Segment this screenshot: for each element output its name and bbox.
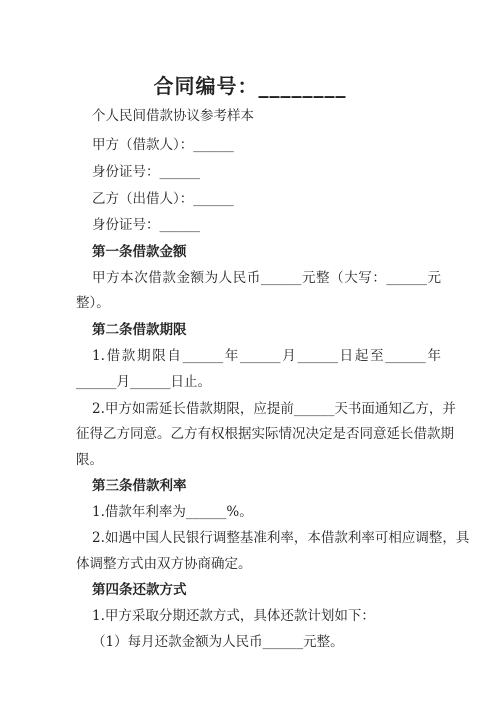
article-1-text-cont: 整）。 [76, 295, 110, 311]
article-2-heading: 第二条借款期限 [92, 322, 187, 338]
contract-number-title: 合同编号：________ [153, 74, 347, 98]
article-4-sub-item-1: （1）每月还款金额为人民币______元整。 [92, 634, 344, 650]
article-2-item-2: 2.甲方如需延长借款期限，应提前______天书面通知乙方，并 [92, 401, 456, 417]
article-3-item-2: 2.如遇中国人民银行调整基准利率，本借款利率可相应调整，具 [92, 530, 470, 546]
article-2-item-1-cont: ______月______日止。 [76, 374, 211, 390]
article-4-item-1: 1.甲方采取分期还款方式，具体还款计划如下： [92, 608, 375, 624]
article-2-item-2-cont: 征得乙方同意。乙方有权根据实际情况决定是否同意延长借款期 [76, 426, 454, 442]
article-1-heading: 第一条借款金额 [92, 244, 187, 260]
party-b-id-field: 身份证号：______ [92, 217, 200, 233]
article-2-item-2-end: 限。 [76, 452, 103, 468]
article-1-text: 甲方本次借款金额为人民币______元整（大写：______元 [92, 270, 441, 286]
party-a-id-field: 身份证号：______ [92, 164, 200, 180]
article-3-item-2-cont: 体调整方式由双方协商确定。 [76, 556, 252, 572]
article-2-item-1: 1.借款期限自______年______月______日起至______年 [92, 348, 441, 364]
party-b-field: 乙方（出借人）：______ [92, 191, 234, 207]
article-3-heading: 第三条借款利率 [92, 478, 187, 494]
party-a-field: 甲方（借款人）：______ [92, 137, 234, 153]
article-3-item-1: 1.借款年利率为______%。 [92, 504, 253, 520]
sample-title: 个人民间借款协议参考样本 [92, 108, 254, 124]
article-4-heading: 第四条还款方式 [92, 582, 187, 598]
